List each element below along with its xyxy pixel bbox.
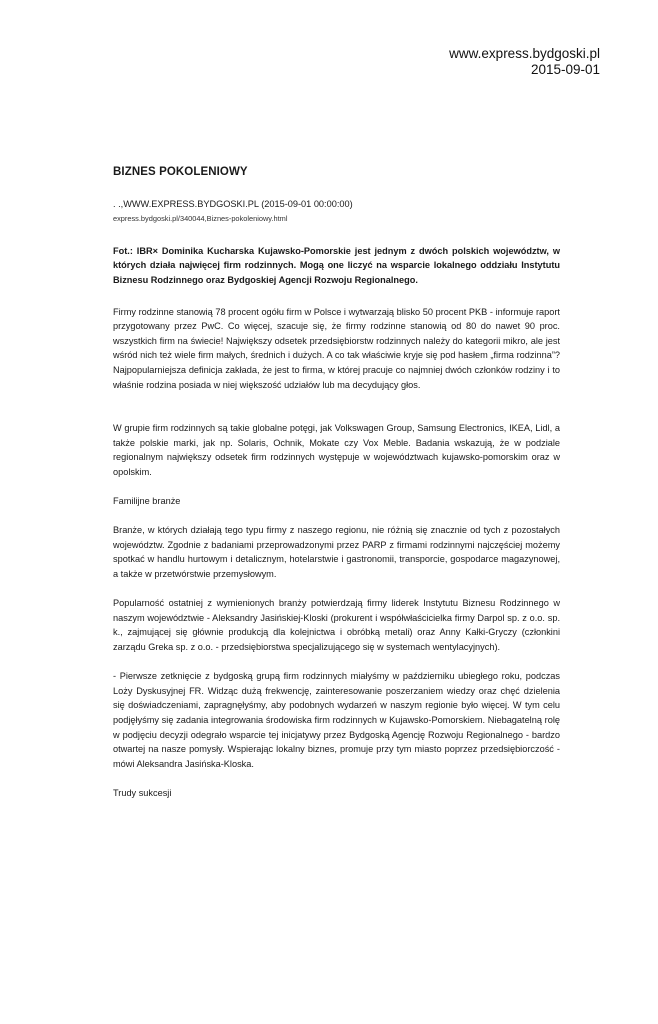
paragraph: Branże, w których działają tego typu firmy z naszego regionu, nie różnią się znacznie od tych z pozostałych województw. Zgodnie z badaniami przeprowadzonymi przez PARP z firmami rodzinnymi najczęściej możemy spotkać w handlu hurtowym i detalicznym, hotelarstwie i gastronomii, transporcie, gospodarce magazynowej, a także w przetwórstwie przemysłowym. bbox=[113, 525, 560, 580]
article-url: express.bydgoski.pl/340044,Biznes-pokoleniowy.html bbox=[113, 214, 288, 224]
paragraph: Firmy rodzinne stanowią 78 procent ogółu firm w Polsce i wytwarzają blisko 50 procent PKB - informuje raport przygotowany przez PwC. Co więcej, szacuje się, że firmy rodzinne stanowią od 80 do nawet 90 proc. wszystkich firm na świecie! Największy odsetek przedsiębiorstw rodzinnych należy do kategorii mikro, ale jest wśród nich też wiele firm małych, średnich i dużych. A co tak właściwie kryje się pod hasłem „firma rodzinna”? Najpopularniejsza definicja zakłada, że jest to firma, w której pracuje co najmniej dwóch członków rodziny i to właśnie rodzina posiada w niej większość udziałów lub ma decydujący głos. bbox=[113, 306, 560, 390]
article bbox=[113, 165, 560, 815]
section-heading: Trudy sukcesji bbox=[113, 787, 172, 798]
paragraph: Popularność ostatniej z wymienionych branży potwierdzają firmy liderek Instytutu Biznesu Rodzinnego w naszym województwie - Aleksandry Jasińskiej-Kloski (prokurent i współwłaścicielka firmy Darpol sp. z o.o. sp. k., zajmującej się głównie produkcją dla kolejnictwa i obróbką metali) oraz Anny Kałki-Gryczy (członkini zarządu Greka sp. z o.o. - przedsiębiorstwa specjalizującego się w systemach wentylacyjnych). bbox=[113, 598, 560, 653]
section-heading: Familijne branże bbox=[113, 496, 181, 507]
site-name: www.express.bydgoski.pl bbox=[449, 46, 600, 61]
publication-date: 2015-09-01 bbox=[530, 62, 600, 77]
paragraph: W grupie firm rodzinnych są takie globalne potęgi, jak Volkswagen Group, Samsung Electronics, IKEA, Lidl, a także polskie marki, jak np. Solaris, Ochnik, Mokate czy Vox Meble. Badania wskazują, że w podziale regionalnym największy odsetek firm rodzinnych występuje w województwach kujawsko-pomorskim oraz w opolskim. bbox=[113, 423, 560, 477]
article-title: BIZNES POKOLENIOWY bbox=[113, 166, 248, 178]
article-lead: Fot.: IBR× Dominika Kucharska Kujawsko-Pomorskie jest jednym z dwóch polskich województw, w których działa najwięcej firm rodzinnych. Mogą one liczyć na wsparcie lokalnego oddziału Instytutu Biznesu Rodzinnego oraz Bydgoskiej Agencji Rozwoju Regionalnego. bbox=[113, 245, 560, 285]
source-line: . .,WWW.EXPRESS.BYDGOSKI.PL (2015-09-01 00:00:00) bbox=[113, 198, 353, 209]
paragraph: - Pierwsze zetknięcie z bydgoską grupą firm rodzinnych miałyśmy w październiku ubiegłego roku, podczas Loży Dyskusyjnej FR. Widząc dużą frekwencję, zainteresowanie poszerzaniem wiedzy oraz chęć dzielenia się doświadczeniami, zapragnęłyśmy, aby podobnych wydarzeń w naszym regionie było więcej. W tym celu podjęłyśmy się zadania integrowania środowiska firm rodzinnych w Kujawsko-Pomorskiem. Niebagatelną rolę w podjęciu decyzji odegrało wsparcie tej inicjatywy przez Bydgoską Agencję Rozwoju Regionalnego - bardzo otwartej na nasze pomysły. Wspierając lokalny biznes, promuje przy tym miasto poprzez przedsiębiorczość - mówi Aleksandra Jasińska-Kloska. bbox=[113, 671, 560, 769]
page-header bbox=[449, 46, 600, 78]
